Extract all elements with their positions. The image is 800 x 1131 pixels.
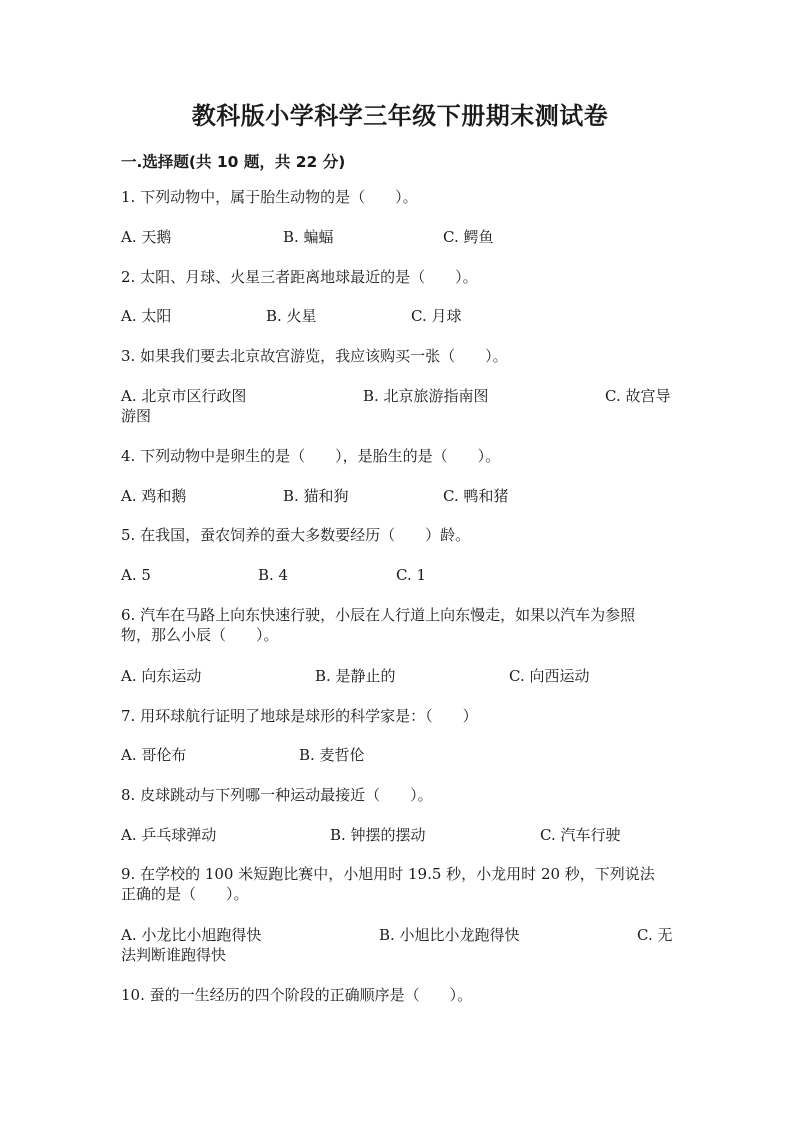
question-6-options: [121, 666, 677, 706]
option-b: B. 麦哲伦: [299, 746, 365, 764]
option-a: A. 哥伦布: [121, 746, 187, 764]
question-10: 10. 蚕的一生经历的四个阶段的正确顺序是（ ）。: [121, 986, 473, 1004]
question-5-options: [121, 565, 677, 605]
option-c: C. 鳄鱼: [443, 228, 494, 246]
question-2-options: [121, 306, 677, 346]
page-title: 教科版小学科学三年级下册期末测试卷: [191, 102, 609, 130]
option-a: A. 5: [121, 566, 151, 584]
option-a: A. 向东运动: [121, 667, 202, 685]
option-c: C. 1: [396, 566, 427, 584]
section-heading: 一.选择题(共 10 题，共 22 分): [121, 153, 346, 171]
option-c: C. 汽车行驶: [540, 826, 621, 844]
question-9-line-2: 正确的是（ ）。: [121, 885, 249, 903]
question-9-line-1: 9. 在学校的 100 米短跑比赛中，小旭用时 19.5 秒，小龙用时 20 秒，下列说法: [121, 865, 655, 883]
option-c: C. 故宫导: [605, 387, 671, 405]
option-a: A. 太阳: [121, 307, 172, 325]
question-7-options: [121, 745, 677, 785]
question-6-line-2: 物，那么小辰（ ）。: [121, 626, 279, 644]
question-1: 1. 下列动物中，属于胎生动物的是（ ）。: [121, 188, 418, 206]
question-3-options: [121, 386, 677, 426]
option-b: B. 4: [258, 566, 289, 584]
option-a: A. 天鹅: [121, 228, 172, 246]
option-b: B. 小旭比小龙跑得快: [379, 926, 520, 944]
option-c: C. 向西运动: [509, 667, 590, 685]
option-b: B. 北京旅游指南图: [363, 387, 489, 405]
question-4: 4. 下列动物中是卵生的是（ ），是胎生的是（ ）。: [121, 447, 501, 465]
option-b: B. 钟摆的摆动: [330, 826, 426, 844]
question-8-options: [121, 825, 677, 865]
option-a: A. 北京市区行政图: [121, 387, 247, 405]
option-c-continued: 法判断谁跑得快: [121, 946, 227, 964]
question-8: 8. 皮球跳动与下列哪一种运动最接近（ ）。: [121, 786, 433, 804]
option-b: B. 是静止的: [315, 667, 396, 685]
question-7: 7. 用环球航行证明了地球是球形的科学家是：（ ）: [121, 707, 478, 725]
option-c-continued: 游图: [121, 407, 152, 425]
option-b: B. 火星: [266, 307, 317, 325]
option-a: A. 小龙比小旭跑得快: [121, 926, 262, 944]
option-c: C. 无: [637, 926, 673, 944]
question-6-line-1: 6. 汽车在马路上向东快速行驶，小辰在人行道上向东慢走，如果以汽车为参照: [121, 606, 636, 624]
question-3: 3. 如果我们要去北京故宫游览，我应该购买一张（ ）。: [121, 347, 508, 365]
question-2: 2. 太阳、月球、火星三者距离地球最近的是（ ）。: [121, 268, 478, 286]
option-a: A. 鸡和鹅: [121, 487, 187, 505]
option-c: C. 鸭和猪: [443, 487, 509, 505]
question-5: 5. 在我国，蚕农饲养的蚕大多数要经历（ ）龄。: [121, 526, 471, 544]
question-9: [121, 864, 677, 904]
option-b: B. 猫和狗: [283, 487, 349, 505]
question-9-options: [121, 925, 677, 965]
option-a: A. 乒乓球弹动: [121, 826, 217, 844]
question-4-options: [121, 486, 677, 526]
option-b: B. 蝙蝠: [283, 228, 334, 246]
question-6: [121, 605, 677, 645]
question-1-options: [121, 227, 677, 267]
option-c: C. 月球: [411, 307, 462, 325]
